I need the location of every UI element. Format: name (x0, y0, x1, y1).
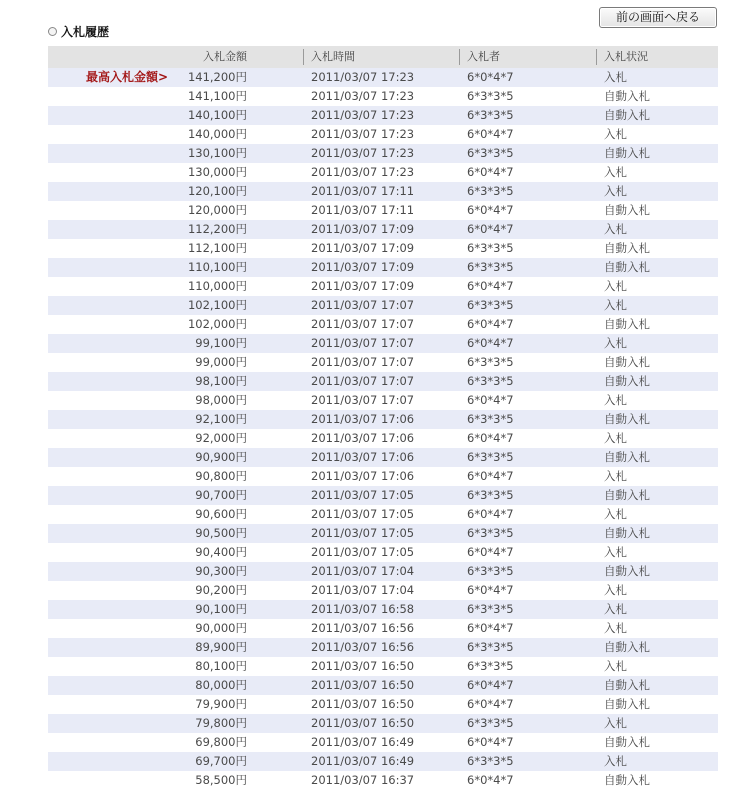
table-row (48, 752, 718, 771)
bid-time-cell: 2011/03/07 17:07 (311, 393, 415, 407)
bid-amount-cell (48, 87, 303, 106)
bidder-cell: 6*3*3*5 (467, 412, 514, 426)
bid-amount-cell (48, 619, 303, 638)
bid-time-cell: 2011/03/07 16:50 (311, 716, 415, 730)
bid-time-cell: 2011/03/07 17:07 (311, 355, 415, 369)
bid-amount: 102,000円 (187, 317, 247, 331)
bid-amount: 120,100円 (187, 184, 247, 198)
bid-amount-cell (48, 657, 303, 676)
bid-time-cell: 2011/03/07 17:23 (311, 127, 415, 141)
bid-amount: 89,900円 (195, 640, 247, 654)
table-header (48, 46, 718, 68)
bid-status-cell: 入札 (604, 127, 627, 141)
bid-amount-cell (48, 353, 303, 372)
bidder-cell: 6*3*3*5 (467, 184, 514, 198)
bid-amount-cell (48, 562, 303, 581)
bid-time-cell: 2011/03/07 17:07 (311, 317, 415, 331)
bid-amount: 130,000円 (187, 165, 247, 179)
bid-time-cell: 2011/03/07 17:06 (311, 431, 415, 445)
bidder-cell: 6*0*4*7 (467, 583, 514, 597)
bid-status-cell: 自動入札 (604, 450, 650, 464)
bid-time-cell: 2011/03/07 17:06 (311, 450, 415, 464)
bid-time-cell: 2011/03/07 17:05 (311, 545, 415, 559)
bid-amount-cell (48, 714, 303, 733)
bid-status-cell: 自動入札 (604, 260, 650, 274)
table-row (48, 410, 718, 429)
bid-time-cell: 2011/03/07 16:37 (311, 773, 415, 786)
bid-amount: 98,000円 (195, 393, 247, 407)
bid-amount-cell (48, 695, 303, 714)
bidder-cell: 6*3*3*5 (467, 298, 514, 312)
bid-amount-cell (48, 125, 303, 144)
bid-time-cell: 2011/03/07 17:09 (311, 279, 415, 293)
bidder-cell: 6*3*3*5 (467, 716, 514, 730)
bid-time-cell: 2011/03/07 16:49 (311, 735, 415, 749)
bid-status-cell: 自動入札 (604, 773, 650, 786)
bid-status-cell: 自動入札 (604, 526, 650, 540)
bid-amount: 90,100円 (195, 602, 247, 616)
bidder-cell: 6*0*4*7 (467, 431, 514, 445)
bidder-cell: 6*3*3*5 (467, 602, 514, 616)
table-row (48, 144, 718, 163)
bid-time-cell: 2011/03/07 16:58 (311, 602, 415, 616)
bid-amount-cell (48, 391, 303, 410)
bid-amount-cell (48, 239, 303, 258)
table-row (48, 277, 718, 296)
bid-time-cell: 2011/03/07 17:11 (311, 203, 415, 217)
bid-status-cell: 自動入札 (604, 317, 650, 331)
bid-time-cell: 2011/03/07 16:56 (311, 621, 415, 635)
bid-amount: 79,800円 (195, 716, 247, 730)
bid-status-cell: 自動入札 (604, 108, 650, 122)
bid-amount: 92,100円 (195, 412, 247, 426)
bidder-cell: 6*3*3*5 (467, 241, 514, 255)
bid-amount-cell (48, 448, 303, 467)
bid-status-cell: 自動入札 (604, 564, 650, 578)
table-row (48, 695, 718, 714)
bid-amount-cell (48, 163, 303, 182)
bid-amount: 102,100円 (187, 298, 247, 312)
bid-status-cell: 入札 (604, 716, 627, 730)
bid-amount: 140,100円 (187, 108, 247, 122)
bid-time-cell: 2011/03/07 16:56 (311, 640, 415, 654)
bid-amount-cell (48, 581, 303, 600)
bid-amount: 80,000円 (195, 678, 247, 692)
bid-amount-cell (48, 410, 303, 429)
column-header-time: 入札時間 (303, 46, 459, 68)
bidder-cell: 6*0*4*7 (467, 70, 514, 84)
bid-amount: 110,000円 (187, 279, 247, 293)
bid-amount-cell (48, 315, 303, 334)
table-row (48, 619, 718, 638)
highest-bid-label: 最高入札金額> (86, 70, 169, 84)
bidder-cell: 6*3*3*5 (467, 374, 514, 388)
bidder-cell: 6*0*4*7 (467, 735, 514, 749)
bid-time-cell: 2011/03/07 17:05 (311, 526, 415, 540)
bid-amount-cell (48, 106, 303, 125)
section-header (48, 23, 109, 39)
bid-amount: 112,200円 (187, 222, 247, 236)
bid-time-cell: 2011/03/07 17:11 (311, 184, 415, 198)
bid-amount-cell (48, 277, 303, 296)
bid-time-cell: 2011/03/07 17:23 (311, 89, 415, 103)
bid-time-cell: 2011/03/07 17:07 (311, 336, 415, 350)
bidder-cell: 6*0*4*7 (467, 203, 514, 217)
bidder-cell: 6*0*4*7 (467, 127, 514, 141)
bidder-cell: 6*3*3*5 (467, 754, 514, 768)
table-row (48, 258, 718, 277)
table-row (48, 315, 718, 334)
bid-amount-cell (48, 752, 303, 771)
table-row (48, 391, 718, 410)
bid-status-cell: 自動入札 (604, 678, 650, 692)
bid-amount-cell (48, 334, 303, 353)
bid-amount-cell (48, 600, 303, 619)
bidder-cell: 6*3*3*5 (467, 355, 514, 369)
bidder-cell: 6*0*4*7 (467, 393, 514, 407)
bid-status-cell: 自動入札 (604, 203, 650, 217)
bid-amount: 90,300円 (195, 564, 247, 578)
bidder-cell: 6*3*3*5 (467, 564, 514, 578)
bidder-cell: 6*3*3*5 (467, 450, 514, 464)
bid-status-cell: 自動入札 (604, 241, 650, 255)
bidder-cell: 6*0*4*7 (467, 165, 514, 179)
table-row (48, 429, 718, 448)
bidder-cell: 6*0*4*7 (467, 507, 514, 521)
bid-amount: 80,100円 (195, 659, 247, 673)
table-row (48, 714, 718, 733)
bidder-cell: 6*0*4*7 (467, 279, 514, 293)
bid-amount: 58,500円 (195, 773, 247, 786)
bid-status-cell: 入札 (604, 583, 627, 597)
table-row (48, 638, 718, 657)
bid-status-cell: 入札 (604, 70, 627, 84)
bid-status-cell: 入札 (604, 393, 627, 407)
table-row (48, 182, 718, 201)
table-row (48, 87, 718, 106)
bid-status-cell: 入札 (604, 222, 627, 236)
bid-amount: 90,900円 (195, 450, 247, 464)
bidder-cell: 6*0*4*7 (467, 545, 514, 559)
bid-time-cell: 2011/03/07 17:04 (311, 583, 415, 597)
bid-amount: 90,000円 (195, 621, 247, 635)
bid-amount-cell (48, 372, 303, 391)
bid-status-cell: 入札 (604, 336, 627, 350)
bid-amount: 112,100円 (187, 241, 247, 255)
bid-amount-cell (48, 733, 303, 752)
bidder-cell: 6*0*4*7 (467, 469, 514, 483)
table-row (48, 486, 718, 505)
bid-status-cell: 入札 (604, 545, 627, 559)
bid-amount-cell (48, 220, 303, 239)
table-row (48, 467, 718, 486)
bidder-cell: 6*3*3*5 (467, 640, 514, 654)
bidder-cell: 6*3*3*5 (467, 260, 514, 274)
table-row (48, 239, 718, 258)
bid-time-cell: 2011/03/07 16:50 (311, 697, 415, 711)
bid-time-cell: 2011/03/07 17:09 (311, 222, 415, 236)
table-row (48, 600, 718, 619)
bid-time-cell: 2011/03/07 17:23 (311, 146, 415, 160)
bid-time-cell: 2011/03/07 17:07 (311, 298, 415, 312)
bid-status-cell: 自動入札 (604, 374, 650, 388)
bid-amount-cell (48, 467, 303, 486)
bid-status-cell: 自動入札 (604, 146, 650, 160)
bidder-cell: 6*3*3*5 (467, 659, 514, 673)
bid-amount: 90,800円 (195, 469, 247, 483)
table-row (48, 68, 718, 87)
bid-status-cell: 入札 (604, 754, 627, 768)
bidder-cell: 6*3*3*5 (467, 89, 514, 103)
bid-amount-cell (48, 638, 303, 657)
bid-amount-cell (48, 182, 303, 201)
bid-status-cell: 自動入札 (604, 412, 650, 426)
bid-status-cell: 入札 (604, 621, 627, 635)
bid-amount-cell (48, 144, 303, 163)
bid-status-cell: 入札 (604, 184, 627, 198)
bid-status-cell: 自動入札 (604, 697, 650, 711)
bid-history-table (48, 46, 718, 786)
bid-time-cell: 2011/03/07 17:06 (311, 412, 415, 426)
bid-amount-cell (48, 771, 303, 786)
table-row (48, 657, 718, 676)
bid-amount-cell (48, 486, 303, 505)
column-header-status: 入札状況 (596, 46, 718, 68)
bid-amount-cell (48, 68, 303, 87)
bid-status-cell: 入札 (604, 165, 627, 179)
bid-status-cell: 入札 (604, 507, 627, 521)
table-row (48, 771, 718, 786)
bid-status-cell: 自動入札 (604, 735, 650, 749)
bid-time-cell: 2011/03/07 17:23 (311, 165, 415, 179)
bidder-cell: 6*0*4*7 (467, 317, 514, 331)
bid-amount: 90,700円 (195, 488, 247, 502)
bid-amount: 69,700円 (195, 754, 247, 768)
bid-status-cell: 入札 (604, 602, 627, 616)
bid-amount: 120,000円 (187, 203, 247, 217)
bid-amount: 90,500円 (195, 526, 247, 540)
bid-time-cell: 2011/03/07 17:05 (311, 507, 415, 521)
table-row (48, 334, 718, 353)
bid-time-cell: 2011/03/07 17:23 (311, 108, 415, 122)
bid-amount: 92,000円 (195, 431, 247, 445)
bid-time-cell: 2011/03/07 17:05 (311, 488, 415, 502)
table-row (48, 581, 718, 600)
table-row (48, 448, 718, 467)
table-row (48, 733, 718, 752)
bid-time-cell: 2011/03/07 17:04 (311, 564, 415, 578)
bid-time-cell: 2011/03/07 17:23 (311, 70, 415, 84)
section-title: 入札履歴 (61, 24, 110, 39)
bidder-cell: 6*0*4*7 (467, 621, 514, 635)
table-row (48, 372, 718, 391)
bidder-cell: 6*0*4*7 (467, 697, 514, 711)
bid-amount-cell (48, 296, 303, 315)
bidder-cell: 6*3*3*5 (467, 108, 514, 122)
bid-status-cell: 入札 (604, 659, 627, 673)
table-row (48, 543, 718, 562)
bid-amount: 79,900円 (195, 697, 247, 711)
bid-amount-cell (48, 201, 303, 220)
bid-amount-cell (48, 505, 303, 524)
bid-amount: 99,000円 (195, 355, 247, 369)
column-header-bidder: 入札者 (459, 46, 596, 68)
bid-amount: 141,100円 (187, 89, 247, 103)
bidder-cell: 6*3*3*5 (467, 488, 514, 502)
back-to-previous-button[interactable]: 前の画面へ戻る (599, 7, 717, 28)
table-row (48, 676, 718, 695)
table-row (48, 163, 718, 182)
bid-amount-cell (48, 429, 303, 448)
bid-time-cell: 2011/03/07 16:50 (311, 678, 415, 692)
column-header-amount: 入札金額 (203, 50, 247, 63)
table-row (48, 505, 718, 524)
bid-status-cell: 入札 (604, 431, 627, 445)
bid-amount-cell (48, 543, 303, 562)
table-row (48, 106, 718, 125)
bidder-cell: 6*0*4*7 (467, 773, 514, 786)
bid-amount: 98,100円 (195, 374, 247, 388)
bid-amount: 90,200円 (195, 583, 247, 597)
bid-status-cell: 入札 (604, 298, 627, 312)
bid-amount: 99,100円 (195, 336, 247, 350)
bidder-cell: 6*0*4*7 (467, 222, 514, 236)
bid-time-cell: 2011/03/07 17:06 (311, 469, 415, 483)
table-row (48, 562, 718, 581)
bid-time-cell: 2011/03/07 17:07 (311, 374, 415, 388)
bid-amount-cell (48, 524, 303, 543)
bid-amount: 90,600円 (195, 507, 247, 521)
bid-status-cell: 自動入札 (604, 89, 650, 103)
table-row (48, 353, 718, 372)
table-body (48, 68, 718, 786)
table-row (48, 296, 718, 315)
bid-amount: 90,400円 (195, 545, 247, 559)
bid-status-cell: 自動入札 (604, 355, 650, 369)
bid-time-cell: 2011/03/07 17:09 (311, 260, 415, 274)
bid-status-cell: 自動入札 (604, 640, 650, 654)
bid-status-cell: 自動入札 (604, 488, 650, 502)
bidder-cell: 6*0*4*7 (467, 336, 514, 350)
bid-amount: 140,000円 (187, 127, 247, 141)
bid-time-cell: 2011/03/07 17:09 (311, 241, 415, 255)
bid-status-cell: 入札 (604, 279, 627, 293)
circle-bullet-icon (48, 27, 57, 36)
bid-status-cell: 入札 (604, 469, 627, 483)
bid-amount-cell (48, 676, 303, 695)
bid-time-cell: 2011/03/07 16:49 (311, 754, 415, 768)
bidder-cell: 6*3*3*5 (467, 526, 514, 540)
table-row (48, 220, 718, 239)
bid-amount-cell (48, 258, 303, 277)
bid-amount: 141,200円 (187, 70, 247, 84)
table-row (48, 201, 718, 220)
bidder-cell: 6*3*3*5 (467, 146, 514, 160)
table-row (48, 524, 718, 543)
bidder-cell: 6*0*4*7 (467, 678, 514, 692)
bid-amount: 130,100円 (187, 146, 247, 160)
table-row (48, 125, 718, 144)
bid-amount: 110,100円 (187, 260, 247, 274)
bid-time-cell: 2011/03/07 16:50 (311, 659, 415, 673)
bid-amount: 69,800円 (195, 735, 247, 749)
